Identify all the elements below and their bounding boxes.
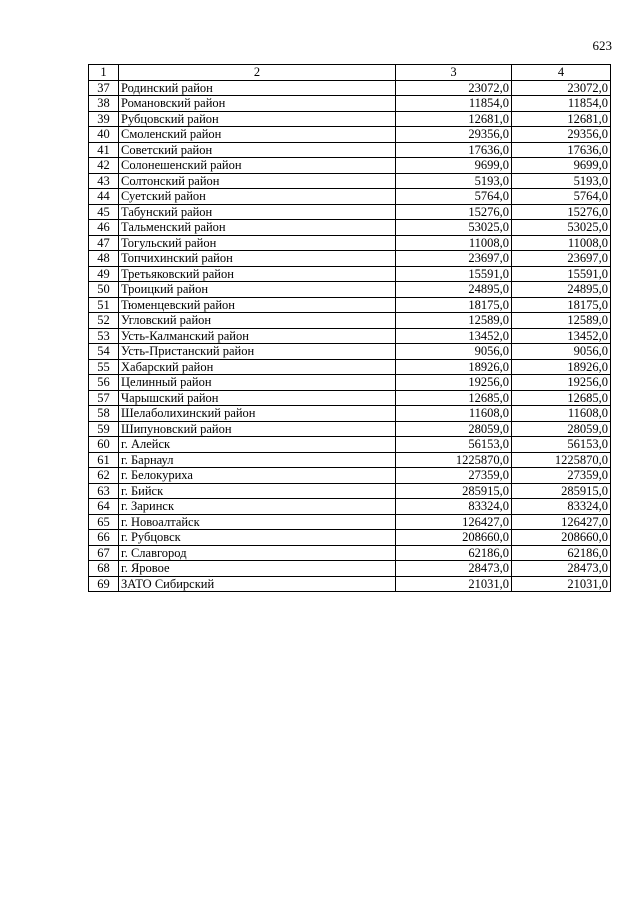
column-header-2: 2 bbox=[119, 65, 396, 81]
district-name-cell: Топчихинский район bbox=[119, 251, 396, 267]
table-row bbox=[89, 406, 611, 422]
row-number-cell: 50 bbox=[89, 282, 119, 298]
table-row bbox=[89, 96, 611, 112]
value-col3-cell: 12589,0 bbox=[396, 313, 512, 329]
table-row bbox=[89, 483, 611, 499]
table-row bbox=[89, 189, 611, 205]
table-row bbox=[89, 328, 611, 344]
row-number-cell: 62 bbox=[89, 468, 119, 484]
table-row bbox=[89, 452, 611, 468]
district-name-cell: Тальменский район bbox=[119, 220, 396, 236]
table-row bbox=[89, 313, 611, 329]
value-col3-cell: 9699,0 bbox=[396, 158, 512, 174]
value-col4-cell: 15591,0 bbox=[512, 266, 611, 282]
row-number-cell: 41 bbox=[89, 142, 119, 158]
value-col4-cell: 15276,0 bbox=[512, 204, 611, 220]
value-col4-cell: 29356,0 bbox=[512, 127, 611, 143]
value-col4-cell: 126427,0 bbox=[512, 514, 611, 530]
row-number-cell: 64 bbox=[89, 499, 119, 515]
table-row bbox=[89, 142, 611, 158]
value-col3-cell: 56153,0 bbox=[396, 437, 512, 453]
value-col3-cell: 62186,0 bbox=[396, 545, 512, 561]
row-number-cell: 53 bbox=[89, 328, 119, 344]
value-col4-cell: 11008,0 bbox=[512, 235, 611, 251]
column-header-4: 4 bbox=[512, 65, 611, 81]
table-row bbox=[89, 561, 611, 577]
column-header-3: 3 bbox=[396, 65, 512, 81]
row-number-cell: 40 bbox=[89, 127, 119, 143]
value-col3-cell: 5764,0 bbox=[396, 189, 512, 205]
value-col4-cell: 53025,0 bbox=[512, 220, 611, 236]
row-number-cell: 47 bbox=[89, 235, 119, 251]
value-col4-cell: 23697,0 bbox=[512, 251, 611, 267]
row-number-cell: 61 bbox=[89, 452, 119, 468]
district-name-cell: г. Новоалтайск bbox=[119, 514, 396, 530]
value-col3-cell: 29356,0 bbox=[396, 127, 512, 143]
value-col3-cell: 126427,0 bbox=[396, 514, 512, 530]
row-number-cell: 39 bbox=[89, 111, 119, 127]
value-col3-cell: 83324,0 bbox=[396, 499, 512, 515]
value-col4-cell: 285915,0 bbox=[512, 483, 611, 499]
row-number-cell: 38 bbox=[89, 96, 119, 112]
row-number-cell: 49 bbox=[89, 266, 119, 282]
district-name-cell: Шипуновский район bbox=[119, 421, 396, 437]
district-name-cell: Солтонский район bbox=[119, 173, 396, 189]
table-row bbox=[89, 235, 611, 251]
table-row bbox=[89, 359, 611, 375]
data-table bbox=[88, 64, 611, 592]
table-row bbox=[89, 514, 611, 530]
district-name-cell: г. Барнаул bbox=[119, 452, 396, 468]
value-col3-cell: 18175,0 bbox=[396, 297, 512, 313]
table-row bbox=[89, 375, 611, 391]
table-row bbox=[89, 80, 611, 96]
value-col3-cell: 18926,0 bbox=[396, 359, 512, 375]
row-number-cell: 66 bbox=[89, 530, 119, 546]
district-name-cell: Солонешенский район bbox=[119, 158, 396, 174]
value-col3-cell: 15276,0 bbox=[396, 204, 512, 220]
value-col3-cell: 11608,0 bbox=[396, 406, 512, 422]
value-col3-cell: 9056,0 bbox=[396, 344, 512, 360]
table-row bbox=[89, 576, 611, 592]
table-row bbox=[89, 127, 611, 143]
district-name-cell: Усть-Пристанский район bbox=[119, 344, 396, 360]
row-number-cell: 44 bbox=[89, 189, 119, 205]
value-col4-cell: 9699,0 bbox=[512, 158, 611, 174]
row-number-cell: 55 bbox=[89, 359, 119, 375]
district-name-cell: г. Алейск bbox=[119, 437, 396, 453]
district-name-cell: Третьяковский район bbox=[119, 266, 396, 282]
district-name-cell: Тогульский район bbox=[119, 235, 396, 251]
district-name-cell: г. Рубцовск bbox=[119, 530, 396, 546]
value-col3-cell: 19256,0 bbox=[396, 375, 512, 391]
value-col3-cell: 23072,0 bbox=[396, 80, 512, 96]
district-name-cell: Тюменцевский район bbox=[119, 297, 396, 313]
district-name-cell: Целинный район bbox=[119, 375, 396, 391]
value-col3-cell: 13452,0 bbox=[396, 328, 512, 344]
value-col4-cell: 24895,0 bbox=[512, 282, 611, 298]
district-name-cell: г. Славгород bbox=[119, 545, 396, 561]
row-number-cell: 67 bbox=[89, 545, 119, 561]
table-row bbox=[89, 173, 611, 189]
column-header-1: 1 bbox=[89, 65, 119, 81]
value-col3-cell: 24895,0 bbox=[396, 282, 512, 298]
table-row bbox=[89, 251, 611, 267]
district-name-cell: Родинский район bbox=[119, 80, 396, 96]
value-col4-cell: 21031,0 bbox=[512, 576, 611, 592]
value-col3-cell: 21031,0 bbox=[396, 576, 512, 592]
value-col4-cell: 208660,0 bbox=[512, 530, 611, 546]
row-number-cell: 54 bbox=[89, 344, 119, 360]
table-row bbox=[89, 344, 611, 360]
value-col4-cell: 11854,0 bbox=[512, 96, 611, 112]
row-number-cell: 52 bbox=[89, 313, 119, 329]
row-number-cell: 43 bbox=[89, 173, 119, 189]
table-row bbox=[89, 282, 611, 298]
value-col3-cell: 28059,0 bbox=[396, 421, 512, 437]
table-body bbox=[89, 80, 611, 592]
value-col3-cell: 208660,0 bbox=[396, 530, 512, 546]
value-col4-cell: 5193,0 bbox=[512, 173, 611, 189]
district-name-cell: Романовский район bbox=[119, 96, 396, 112]
district-name-cell: Хабарский район bbox=[119, 359, 396, 375]
row-number-cell: 59 bbox=[89, 421, 119, 437]
row-number-cell: 63 bbox=[89, 483, 119, 499]
value-col4-cell: 23072,0 bbox=[512, 80, 611, 96]
value-col3-cell: 17636,0 bbox=[396, 142, 512, 158]
table-row bbox=[89, 297, 611, 313]
value-col4-cell: 13452,0 bbox=[512, 328, 611, 344]
district-name-cell: Шелаболихинский район bbox=[119, 406, 396, 422]
table-row bbox=[89, 158, 611, 174]
district-name-cell: Табунский район bbox=[119, 204, 396, 220]
district-name-cell: г. Белокуриха bbox=[119, 468, 396, 484]
table-row bbox=[89, 266, 611, 282]
row-number-cell: 68 bbox=[89, 561, 119, 577]
value-col4-cell: 5764,0 bbox=[512, 189, 611, 205]
district-name-cell: г. Бийск bbox=[119, 483, 396, 499]
table-row bbox=[89, 220, 611, 236]
table-row bbox=[89, 468, 611, 484]
value-col3-cell: 28473,0 bbox=[396, 561, 512, 577]
value-col3-cell: 5193,0 bbox=[396, 173, 512, 189]
value-col4-cell: 12681,0 bbox=[512, 111, 611, 127]
district-name-cell: Советский район bbox=[119, 142, 396, 158]
value-col3-cell: 12681,0 bbox=[396, 111, 512, 127]
row-number-cell: 56 bbox=[89, 375, 119, 391]
table-row bbox=[89, 437, 611, 453]
value-col3-cell: 285915,0 bbox=[396, 483, 512, 499]
value-col3-cell: 12685,0 bbox=[396, 390, 512, 406]
district-name-cell: ЗАТО Сибирский bbox=[119, 576, 396, 592]
district-name-cell: Троицкий район bbox=[119, 282, 396, 298]
district-name-cell: Смоленский район bbox=[119, 127, 396, 143]
value-col3-cell: 23697,0 bbox=[396, 251, 512, 267]
value-col4-cell: 28059,0 bbox=[512, 421, 611, 437]
value-col4-cell: 19256,0 bbox=[512, 375, 611, 391]
row-number-cell: 58 bbox=[89, 406, 119, 422]
value-col3-cell: 11854,0 bbox=[396, 96, 512, 112]
table-row bbox=[89, 545, 611, 561]
district-name-cell: Чарышский район bbox=[119, 390, 396, 406]
row-number-cell: 51 bbox=[89, 297, 119, 313]
table-row bbox=[89, 530, 611, 546]
value-col4-cell: 56153,0 bbox=[512, 437, 611, 453]
value-col4-cell: 18926,0 bbox=[512, 359, 611, 375]
value-col4-cell: 83324,0 bbox=[512, 499, 611, 515]
row-number-cell: 46 bbox=[89, 220, 119, 236]
value-col4-cell: 17636,0 bbox=[512, 142, 611, 158]
value-col4-cell: 18175,0 bbox=[512, 297, 611, 313]
value-col3-cell: 15591,0 bbox=[396, 266, 512, 282]
value-col4-cell: 12589,0 bbox=[512, 313, 611, 329]
row-number-cell: 37 bbox=[89, 80, 119, 96]
value-col4-cell: 1225870,0 bbox=[512, 452, 611, 468]
district-name-cell: Усть-Калманский район bbox=[119, 328, 396, 344]
table-header-row bbox=[89, 65, 611, 81]
district-name-cell: Рубцовский район bbox=[119, 111, 396, 127]
table-row bbox=[89, 421, 611, 437]
row-number-cell: 48 bbox=[89, 251, 119, 267]
table-row bbox=[89, 204, 611, 220]
value-col4-cell: 28473,0 bbox=[512, 561, 611, 577]
value-col3-cell: 11008,0 bbox=[396, 235, 512, 251]
table-row bbox=[89, 390, 611, 406]
value-col3-cell: 1225870,0 bbox=[396, 452, 512, 468]
table-row bbox=[89, 111, 611, 127]
district-name-cell: г. Яровое bbox=[119, 561, 396, 577]
value-col4-cell: 62186,0 bbox=[512, 545, 611, 561]
value-col4-cell: 27359,0 bbox=[512, 468, 611, 484]
value-col4-cell: 11608,0 bbox=[512, 406, 611, 422]
row-number-cell: 42 bbox=[89, 158, 119, 174]
district-name-cell: Суетский район bbox=[119, 189, 396, 205]
table-row bbox=[89, 499, 611, 515]
value-col3-cell: 53025,0 bbox=[396, 220, 512, 236]
row-number-cell: 69 bbox=[89, 576, 119, 592]
row-number-cell: 65 bbox=[89, 514, 119, 530]
district-name-cell: г. Заринск bbox=[119, 499, 396, 515]
row-number-cell: 45 bbox=[89, 204, 119, 220]
row-number-cell: 57 bbox=[89, 390, 119, 406]
row-number-cell: 60 bbox=[89, 437, 119, 453]
district-name-cell: Угловский район bbox=[119, 313, 396, 329]
page-number: 623 bbox=[592, 38, 612, 53]
value-col3-cell: 27359,0 bbox=[396, 468, 512, 484]
value-col4-cell: 9056,0 bbox=[512, 344, 611, 360]
value-col4-cell: 12685,0 bbox=[512, 390, 611, 406]
